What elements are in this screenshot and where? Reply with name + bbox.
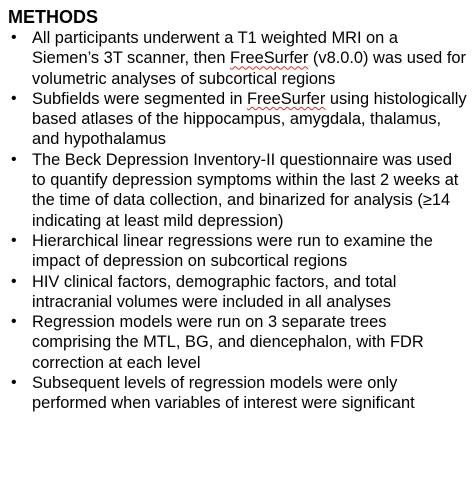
section-heading: METHODS	[8, 7, 98, 27]
bullet-marker: •	[11, 150, 17, 168]
bullet-item-1	[8, 28, 469, 89]
bullet-text-1b: (v8.0.0) was used for volumetric analyses of subcortical regions	[32, 49, 466, 88]
bullet-item-4	[8, 231, 469, 272]
bullet-text-5: HIV clinical factors, demographic factors, and total intracranial volumes were included in all analyses	[32, 272, 397, 311]
bullet-text-1a: All participants underwent a T1 weighted MRI on a Siemen’s 3T scanner, then	[32, 29, 398, 68]
bullet-marker: •	[11, 89, 17, 107]
bullet-text-6: Regression models were run on 3 separate trees comprising the MTL, BG, and diencephalon, with FDR correction at each level	[32, 313, 424, 372]
bullet-text-4: Hierarchical linear regressions were run to examine the impact of depression on subcortical regions	[32, 231, 433, 271]
bullet-text-2b: using histologically based atlases of the hippocampus, amygdala, thalamus, and hypothalamus	[32, 89, 467, 149]
bullet-item-2	[8, 89, 469, 150]
spellcheck-word-freesurfer[interactable]: FreeSurfer	[247, 89, 326, 108]
methods-bullet-list	[8, 28, 469, 414]
bullet-marker: •	[11, 29, 17, 46]
bullet-marker: •	[11, 231, 17, 249]
bullet-item-6	[8, 312, 469, 373]
bullet-text-2a: Subfields were segmented in	[32, 89, 248, 108]
bullet-text-7: Subsequent levels of regression models were only performed when variables of interest were significant	[32, 374, 415, 413]
bullet-marker: •	[11, 272, 17, 290]
bullet-marker: •	[11, 313, 17, 331]
bullet-item-7	[8, 373, 469, 414]
spellcheck-word-freesurfer[interactable]: FreeSurfer	[230, 49, 309, 68]
bullet-text-3: The Beck Depression Inventory-II questionnaire was used to quantify depression symptoms within the last 2 weeks at the time of data collection, and binarized for analysis (≥14 indicating at least mild depression)	[32, 150, 459, 230]
bullet-item-3	[8, 150, 469, 231]
bullet-marker: •	[11, 374, 17, 392]
bullet-item-5	[8, 272, 469, 313]
